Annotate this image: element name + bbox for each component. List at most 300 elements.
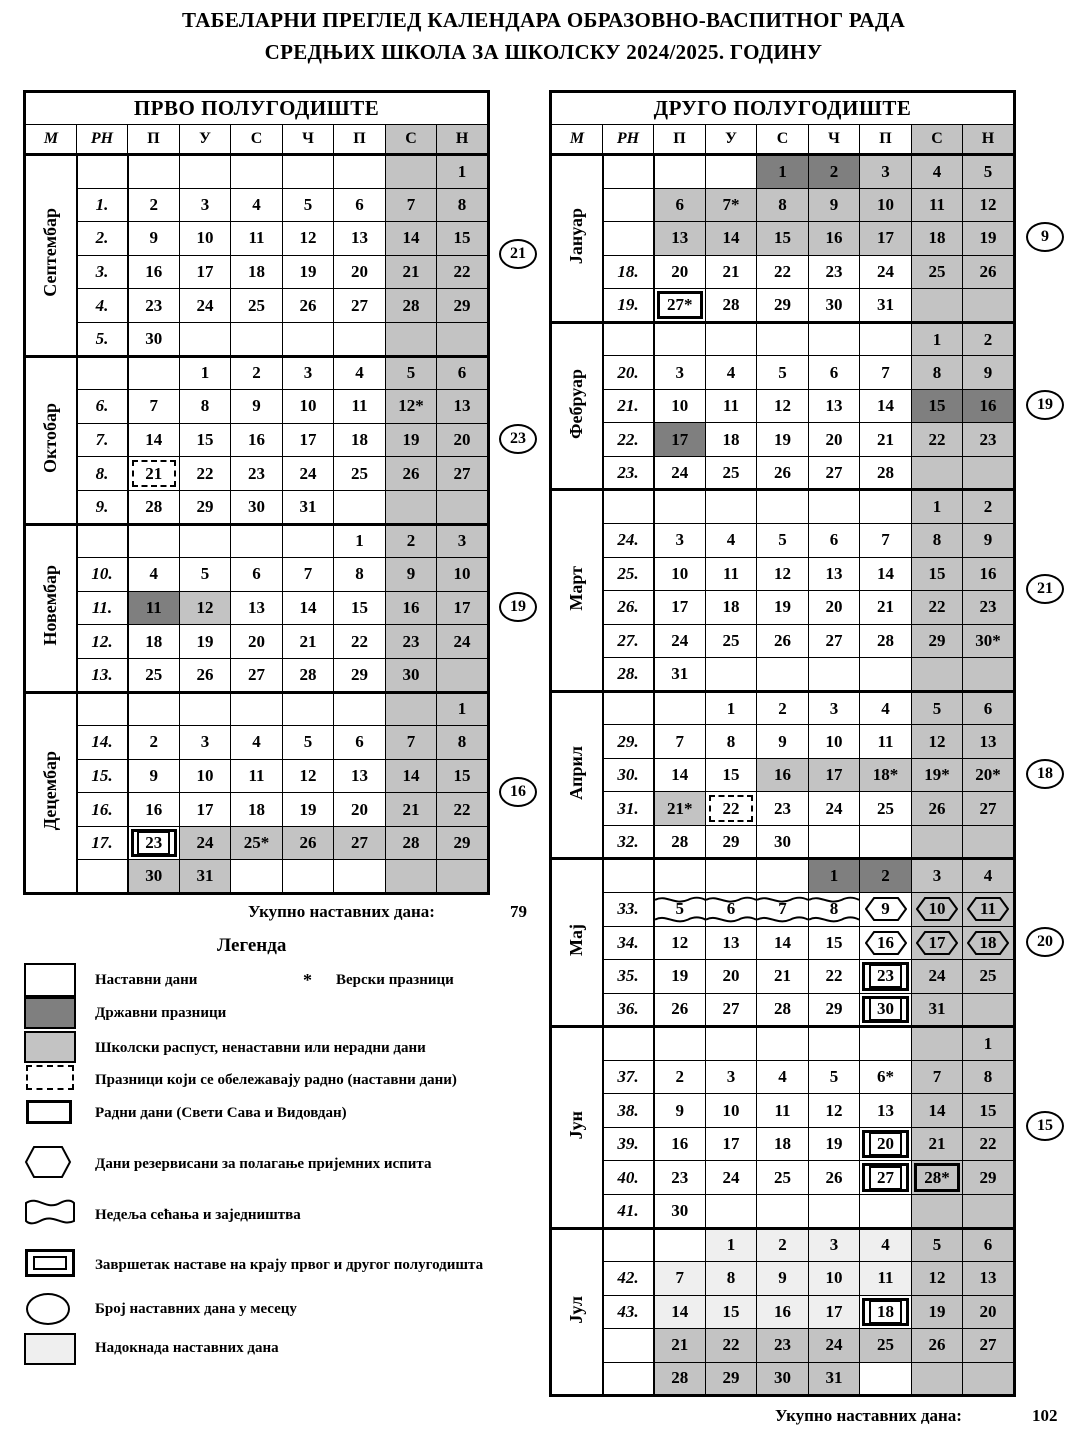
week-number: 23. (603, 456, 654, 490)
month-days-count: 9 (1026, 222, 1064, 252)
day-cell: 15 (912, 389, 963, 423)
day-cell: 6 (334, 726, 386, 760)
day-cell (437, 658, 489, 692)
day-cell: 21 (757, 960, 809, 994)
day-cell (809, 490, 860, 524)
day-cell (386, 692, 437, 726)
day-cell: 24 (860, 255, 912, 289)
day-cell: 29 (706, 825, 757, 859)
week-row (551, 557, 1015, 591)
week-row (551, 1127, 1015, 1161)
day-cell: 22 (706, 792, 757, 826)
day-cell: 5 (180, 558, 231, 592)
day-cell: 27 (334, 289, 386, 323)
legend-swatch-teaching-days (24, 963, 76, 997)
day-cell: 23 (963, 591, 1015, 625)
month-days-count: 19 (1026, 390, 1064, 420)
day-cell: 30 (757, 825, 809, 859)
week-row (551, 624, 1015, 658)
day-cell (912, 658, 963, 692)
day-cell: 29 (809, 993, 860, 1027)
day-cell: 22 (437, 793, 489, 827)
day-cell: 21 (128, 457, 180, 491)
week-number (603, 1329, 654, 1363)
day-cell: 20* (963, 758, 1015, 792)
day-cell (809, 825, 860, 859)
month-label-cell (551, 691, 603, 859)
header-week-number: РН (603, 125, 654, 155)
day-cell: 15 (437, 222, 489, 256)
day-cell: 14 (386, 759, 437, 793)
day-cell (334, 155, 386, 189)
day-cell: 8 (809, 893, 860, 927)
week-number (603, 859, 654, 893)
week-number: 14. (77, 726, 128, 760)
day-cell (963, 658, 1015, 692)
week-number: 25. (603, 557, 654, 591)
week-number: 11. (77, 591, 128, 625)
day-cell: 5 (963, 155, 1015, 189)
month-label-cell (25, 155, 77, 357)
week-row (25, 457, 489, 491)
day-cell: 17 (283, 423, 334, 457)
week-row (25, 558, 489, 592)
day-cell (706, 658, 757, 692)
day-cell: 4 (231, 188, 283, 222)
legend-swatch-working-holidays (26, 1065, 74, 1090)
day-cell (128, 524, 180, 558)
day-cell: 21 (386, 793, 437, 827)
month-days-count: 16 (499, 777, 537, 807)
day-cell (912, 825, 963, 859)
week-number: 32. (603, 825, 654, 859)
day-cell: 18 (963, 926, 1015, 960)
week-number: 13. (77, 658, 128, 692)
week-number: 4. (77, 289, 128, 323)
day-cell: 8 (437, 726, 489, 760)
week-row (25, 423, 489, 457)
day-cell (283, 155, 334, 189)
day-cell: 14 (757, 926, 809, 960)
day-cell: 1 (809, 859, 860, 893)
header-month: М (25, 125, 77, 155)
week-row (551, 1262, 1015, 1296)
day-cell: 14 (706, 222, 757, 256)
day-cell: 14 (860, 557, 912, 591)
week-row (551, 993, 1015, 1027)
day-cell (283, 322, 334, 356)
day-cell: 12 (912, 1262, 963, 1296)
week-number: 33. (603, 893, 654, 927)
month-label-cell (551, 490, 603, 691)
first-semester-table (23, 90, 490, 895)
second-semester-total-label: Укупно наставних дана: (775, 1406, 962, 1425)
day-cell: 17 (180, 255, 231, 289)
day-cell: 31 (180, 860, 231, 894)
day-cell: 8 (963, 1060, 1015, 1094)
day-cell: 11 (128, 591, 180, 625)
day-cell: 29 (180, 490, 231, 524)
month-name: Јул (566, 1295, 587, 1324)
day-cell (860, 490, 912, 524)
day-cell (963, 1194, 1015, 1228)
day-cell: 13 (437, 390, 489, 424)
day-cell: 8 (912, 356, 963, 390)
day-cell: 8 (706, 725, 757, 759)
day-cell: 22 (809, 960, 860, 994)
day-cell: 29 (912, 624, 963, 658)
day-cell (912, 456, 963, 490)
week-row (551, 1295, 1015, 1329)
day-cell: 27 (334, 826, 386, 860)
day-cell: 23 (386, 625, 437, 659)
day-cell (706, 1027, 757, 1061)
day-cell: 5 (912, 691, 963, 725)
day-cell: 28 (860, 456, 912, 490)
week-row (551, 255, 1015, 289)
day-cell: 7 (757, 893, 809, 927)
week-number: 28. (603, 658, 654, 692)
week-number: 38. (603, 1094, 654, 1128)
day-cell (912, 1362, 963, 1396)
day-cell: 31 (809, 1362, 860, 1396)
day-cell: 13 (334, 222, 386, 256)
day-cell (757, 658, 809, 692)
day-cell: 29 (757, 289, 809, 323)
day-cell: 17 (809, 1295, 860, 1329)
day-cell: 28 (757, 993, 809, 1027)
week-row (551, 658, 1015, 692)
day-cell: 16 (809, 222, 860, 256)
day-cell: 1 (706, 691, 757, 725)
day-cell: 17 (706, 1127, 757, 1161)
legend-label-entrance-exam-days: Дани резервисани за полагање пријемних испита (95, 1156, 432, 1172)
week-row (25, 188, 489, 222)
legend-swatch-state-holidays (24, 997, 76, 1029)
day-cell: 11 (963, 893, 1015, 927)
week-number: 18. (603, 255, 654, 289)
month-days-count: 15 (1026, 1111, 1064, 1141)
header-month: М (551, 125, 603, 155)
week-number: 39. (603, 1127, 654, 1161)
header-day-7: Н (437, 125, 489, 155)
day-cell (231, 860, 283, 894)
day-cell: 27 (809, 624, 860, 658)
day-cell: 16 (128, 793, 180, 827)
week-row (25, 692, 489, 726)
day-cell (809, 1027, 860, 1061)
day-cell: 7 (860, 356, 912, 390)
day-cell (809, 1194, 860, 1228)
month-label-cell (551, 322, 603, 490)
day-cell: 10 (283, 390, 334, 424)
day-cell: 1 (757, 155, 809, 189)
day-cell: 19 (809, 1127, 860, 1161)
day-cell: 20 (809, 423, 860, 457)
day-cell (706, 322, 757, 356)
header-day-7: Н (963, 125, 1015, 155)
day-cell: 26 (283, 289, 334, 323)
day-cell: 22 (437, 255, 489, 289)
week-number: 40. (603, 1161, 654, 1195)
day-cell: 30 (128, 860, 180, 894)
day-cell: 18* (860, 758, 912, 792)
day-cell: 11 (757, 1094, 809, 1128)
week-row (25, 356, 489, 390)
day-cell: 11 (706, 557, 757, 591)
day-cell: 8 (757, 188, 809, 222)
day-cell: 4 (128, 558, 180, 592)
week-number: 15. (77, 759, 128, 793)
day-cell: 24 (283, 457, 334, 491)
day-cell: 19 (180, 625, 231, 659)
day-cell: 3 (809, 691, 860, 725)
day-cell: 24 (809, 1329, 860, 1363)
day-cell: 14 (654, 1295, 706, 1329)
day-cell: 6 (654, 188, 706, 222)
week-row (551, 155, 1015, 189)
week-row (551, 825, 1015, 859)
day-cell: 24 (654, 624, 706, 658)
header-day-5: П (334, 125, 386, 155)
day-cell: 2 (231, 356, 283, 390)
day-cell: 5 (283, 726, 334, 760)
day-cell: 25 (706, 624, 757, 658)
week-row (25, 490, 489, 524)
day-cell: 20 (809, 591, 860, 625)
day-cell (283, 860, 334, 894)
week-number (603, 1027, 654, 1061)
day-cell: 7 (860, 524, 912, 558)
first-semester-total-value: 79 (510, 902, 527, 921)
day-cell: 17 (912, 926, 963, 960)
day-cell: 5 (912, 1228, 963, 1262)
day-cell: 21 (860, 423, 912, 457)
month-label-cell (551, 1027, 603, 1228)
day-cell: 14 (283, 591, 334, 625)
week-row (25, 524, 489, 558)
day-cell: 15 (706, 758, 757, 792)
week-row (551, 893, 1015, 927)
day-cell: 7 (283, 558, 334, 592)
day-cell: 12 (757, 389, 809, 423)
day-cell: 17 (437, 591, 489, 625)
day-cell: 3 (809, 1228, 860, 1262)
day-cell: 13 (963, 1262, 1015, 1296)
week-row (25, 860, 489, 894)
day-cell: 19 (757, 591, 809, 625)
week-row (551, 423, 1015, 457)
day-cell: 13 (809, 557, 860, 591)
week-number: 5. (77, 322, 128, 356)
day-cell: 27 (437, 457, 489, 491)
day-cell: 11 (912, 188, 963, 222)
day-cell: 14 (128, 423, 180, 457)
week-number: 3. (77, 255, 128, 289)
day-cell: 12 (283, 222, 334, 256)
day-cell: 21 (654, 1329, 706, 1363)
day-cell: 22 (334, 625, 386, 659)
day-cell (128, 356, 180, 390)
day-cell: 25 (912, 255, 963, 289)
day-cell: 12 (283, 759, 334, 793)
week-number (77, 692, 128, 726)
day-cell: 28 (128, 490, 180, 524)
month-label-cell (551, 859, 603, 1027)
day-cell: 6 (809, 356, 860, 390)
day-cell: 18 (912, 222, 963, 256)
day-cell (963, 1362, 1015, 1396)
week-row (551, 1027, 1015, 1061)
day-cell: 18 (231, 793, 283, 827)
day-cell: 21 (386, 255, 437, 289)
day-cell: 20 (437, 423, 489, 457)
day-cell (912, 289, 963, 323)
header-day-3: С (757, 125, 809, 155)
week-row (25, 826, 489, 860)
week-row (551, 356, 1015, 390)
week-row (25, 759, 489, 793)
day-cell: 6 (231, 558, 283, 592)
day-cell: 20 (706, 960, 757, 994)
day-cell: 18 (757, 1127, 809, 1161)
day-cell: 10 (180, 222, 231, 256)
day-cell: 9 (963, 524, 1015, 558)
week-number (77, 524, 128, 558)
day-cell (128, 692, 180, 726)
day-cell: 3 (437, 524, 489, 558)
day-cell (706, 490, 757, 524)
day-cell (334, 490, 386, 524)
day-cell: 5 (757, 356, 809, 390)
day-cell: 12 (180, 591, 231, 625)
day-cell: 26 (757, 456, 809, 490)
day-cell: 25 (860, 792, 912, 826)
month-name: Децембар (40, 750, 61, 830)
day-cell: 1 (912, 490, 963, 524)
day-cell: 22 (180, 457, 231, 491)
day-cell: 4 (231, 726, 283, 760)
legend-label-days-count: Број наставних дана у месецу (95, 1301, 297, 1317)
week-row (551, 960, 1015, 994)
day-cell: 30 (128, 322, 180, 356)
first-semester-total-label: Укупно наставних дана: (248, 902, 435, 921)
header-day-5: П (860, 125, 912, 155)
legend-label-state-holidays: Државни празници (95, 1005, 227, 1021)
week-number (603, 1362, 654, 1396)
day-cell: 7 (128, 390, 180, 424)
day-cell: 2 (963, 322, 1015, 356)
day-cell: 24 (654, 456, 706, 490)
week-row (551, 1228, 1015, 1262)
week-number: 6. (77, 390, 128, 424)
day-cell: 20 (860, 1127, 912, 1161)
day-cell: 19 (912, 1295, 963, 1329)
week-row (551, 389, 1015, 423)
month-days-count: 19 (499, 592, 537, 622)
semester-title: ПРВО ПОЛУГОДИШТЕ (25, 92, 489, 125)
day-cell: 18 (334, 423, 386, 457)
day-cell: 12 (912, 725, 963, 759)
day-cell: 11 (231, 759, 283, 793)
day-cell: 10 (180, 759, 231, 793)
day-cell: 6 (437, 356, 489, 390)
legend-swatch-school-break (24, 1031, 76, 1063)
day-cell: 4 (706, 524, 757, 558)
day-cell: 16 (386, 591, 437, 625)
week-row (551, 591, 1015, 625)
day-cell: 10 (654, 557, 706, 591)
month-name: Март (566, 565, 587, 611)
legend-label-teaching-days: Наставни дани (95, 972, 198, 988)
day-cell: 28 (706, 289, 757, 323)
week-number (77, 356, 128, 390)
month-label-cell (25, 524, 77, 692)
day-cell: 26 (757, 624, 809, 658)
day-cell: 13 (963, 725, 1015, 759)
week-row (25, 390, 489, 424)
day-cell (706, 859, 757, 893)
day-cell (128, 155, 180, 189)
day-cell: 2 (128, 726, 180, 760)
week-row (551, 725, 1015, 759)
day-cell: 10 (437, 558, 489, 592)
day-cell: 15 (963, 1094, 1015, 1128)
day-cell: 3 (706, 1060, 757, 1094)
day-cell: 15 (437, 759, 489, 793)
wave-icon (24, 1195, 76, 1227)
legend-swatch-working-days (26, 1100, 72, 1124)
day-cell (386, 155, 437, 189)
day-cell: 9 (860, 893, 912, 927)
day-cell: 10 (809, 725, 860, 759)
day-cell: 27 (231, 658, 283, 692)
day-cell (437, 860, 489, 894)
day-cell: 6 (963, 1228, 1015, 1262)
week-row (551, 456, 1015, 490)
day-cell: 25 (757, 1161, 809, 1195)
week-row (551, 1362, 1015, 1396)
week-row (25, 255, 489, 289)
week-row (25, 726, 489, 760)
day-cell: 12 (654, 926, 706, 960)
day-cell: 7 (654, 1262, 706, 1296)
week-row (551, 859, 1015, 893)
day-cell (334, 322, 386, 356)
day-cell: 9 (231, 390, 283, 424)
week-number: 8. (77, 457, 128, 491)
day-cell: 30 (860, 993, 912, 1027)
week-number: 7. (77, 423, 128, 457)
day-cell: 10 (654, 389, 706, 423)
day-cell: 21 (283, 625, 334, 659)
day-cell (860, 322, 912, 356)
day-cell: 11 (231, 222, 283, 256)
day-cell: 24 (809, 792, 860, 826)
day-cell: 22 (757, 255, 809, 289)
day-cell: 6* (860, 1060, 912, 1094)
week-number: 2. (77, 222, 128, 256)
day-cell (231, 692, 283, 726)
day-cell: 14 (654, 758, 706, 792)
month-days-count: 21 (1026, 574, 1064, 604)
document-title-line2: СРЕДЊИХ ШКОЛА ЗА ШКОЛСКУ 2024/2025. ГОДИНУ (264, 40, 823, 64)
day-cell: 3 (912, 859, 963, 893)
day-cell: 21 (912, 1127, 963, 1161)
day-cell: 31 (654, 658, 706, 692)
day-cell: 6 (809, 524, 860, 558)
day-cell (963, 993, 1015, 1027)
